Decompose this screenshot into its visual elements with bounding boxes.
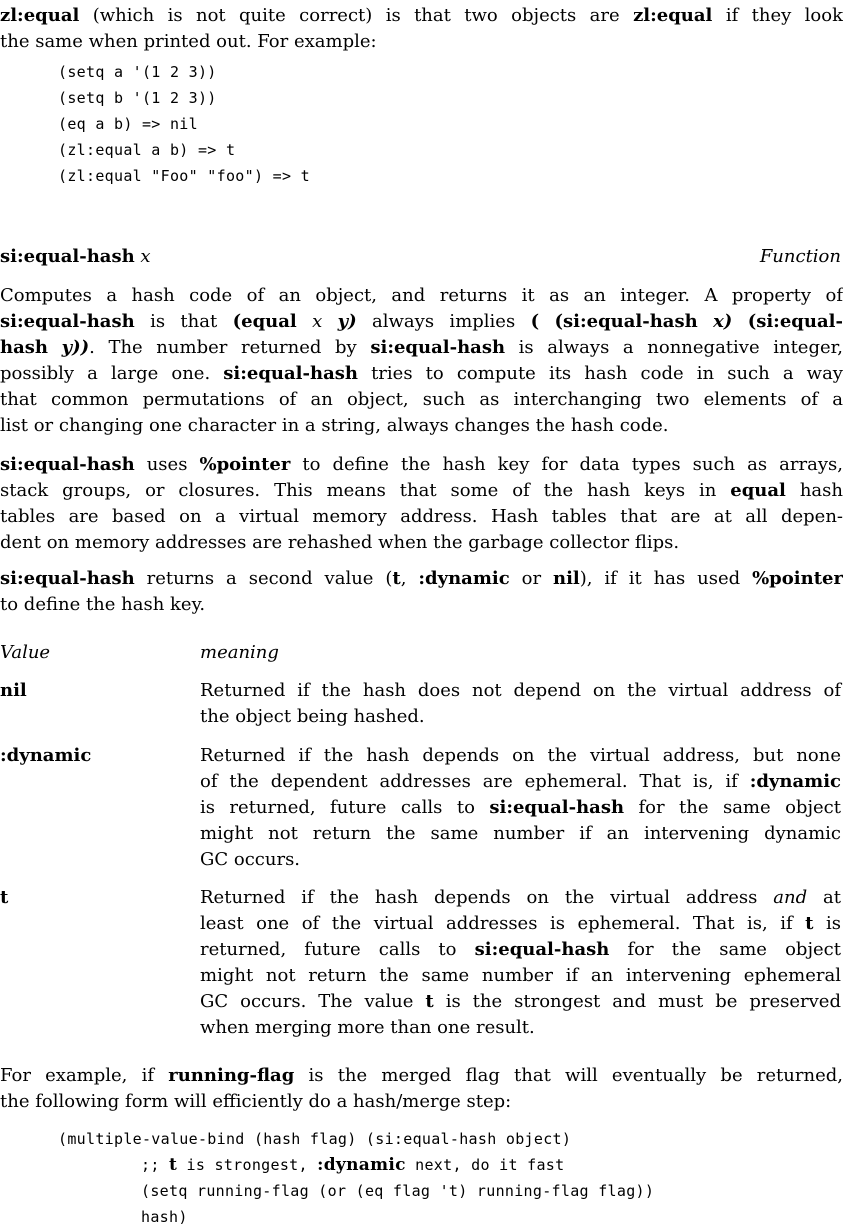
table-key: :dynamic <box>0 745 92 766</box>
code-line: (setq a '(1 2 3)) <box>58 63 217 81</box>
code-line: (eq a b) => nil <box>58 115 198 133</box>
table-value: Returned if the hash depends on the virtual address, but none of the dependent addresses are ephemeral. That is, if :dynamic is returned, future calls to si:equal-hash for the same object might not return the same number if an intervening dynamic GC occurs. <box>200 745 841 870</box>
code-example-2 <box>58 1126 654 1230</box>
function-heading <box>0 244 843 270</box>
table-value: Returned if the hash does not depend on the virtual address of the object being hashed. <box>200 680 841 727</box>
code-line: (zl:equal a b) => t <box>58 141 236 159</box>
function-arg: x <box>140 246 151 267</box>
table-key: t <box>0 887 9 908</box>
code-line: (setq b '(1 2 3)) <box>58 89 217 107</box>
code-line: hash) <box>141 1208 188 1226</box>
code-line: ;; t is strongest, :dynamic next, do it fast <box>141 1155 565 1175</box>
table-value: Returned if the hash depends on the virtual address and at least one of the virtual addresses is ephemeral. That is, if t is returned, future calls to si:equal-hash for the same object might not return the same number if an intervening ephemeral GC occurs. The value t is the strongest and must be preserved when merging more than one result. <box>200 887 841 1038</box>
table-header-value: Value <box>0 642 51 663</box>
table-key: nil <box>0 680 27 701</box>
code-example-1 <box>58 59 310 189</box>
description-paragraph-3: si:equal-hash returns a second value (t, :dynamic or nil), if it has used %pointer to define the hash key. <box>0 568 843 615</box>
intro-paragraph: zl:equal (which is not quite correct) is that two objects are zl:equal if they look the same when printed out. For example: <box>0 5 843 52</box>
code-line: (setq running-flag (or (eq flag 't) running-flag flag)) <box>141 1182 655 1200</box>
function-category: Function <box>759 246 841 267</box>
code-line: (zl:equal "Foo" "foo") => t <box>58 167 310 185</box>
description-paragraph-2: si:equal-hash uses %pointer to define the hash key for data types such as arrays, stack groups, or closures. This means that some of the hash keys in equal hash tables are based on a virtual memory address. Hash tables that are at all depen- dent on memory addresses are rehashed when the garbage collector flips. <box>0 454 843 553</box>
function-name: si:equal-hash <box>0 246 135 267</box>
code-line: (multiple-value-bind (hash flag) (si:equal-hash object) <box>58 1130 572 1148</box>
description-paragraph-4: For example, if running-flag is the merged flag that will eventually be returned, the following form will efficiently do a hash/merge step: <box>0 1065 843 1112</box>
zl-equal-term: zl:equal <box>0 5 80 26</box>
table-header-meaning: meaning <box>200 642 279 663</box>
description-paragraph-1: Computes a hash code of an object, and returns it as an integer. A property of si:equal-hash is that (equal x y) always implies ( (si:equal-hash x) (si:equal- hash y)). The number returned by si:equal-hash is always a nonnegative integer, possibly a large one. si:equal-hash tries to compute its hash code in such a way that common permutations of an object, such as interchanging two elements of a list or changing one character in a string, always changes the hash code. <box>0 285 843 436</box>
